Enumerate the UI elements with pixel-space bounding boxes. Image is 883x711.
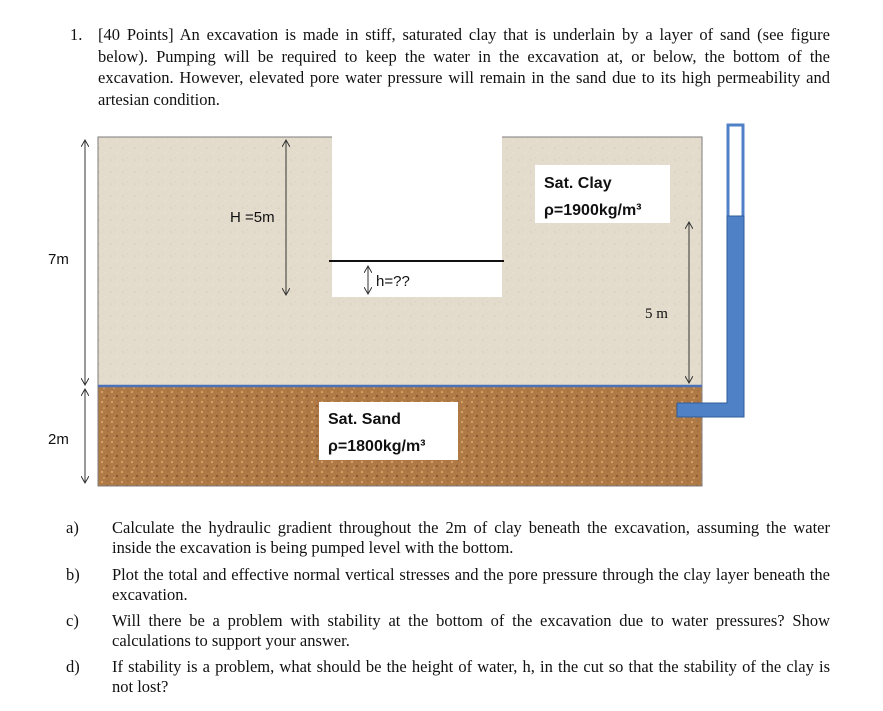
label-5m: 5 m — [645, 306, 668, 322]
question-number: 1. — [70, 25, 83, 44]
subquestion-b-text: Plot the total and effective normal vertical stresses and the pore pressure through the clay layer beneath the excavation. — [112, 565, 830, 604]
subquestion-c-text: Will there be a problem with stability at the bottom of the excavation due to water pressures? Show calculations to support your answer. — [112, 611, 830, 650]
label-7m: 7m — [48, 251, 69, 268]
clay-density: ρ=1900kg/m³ — [544, 202, 642, 219]
excavation-cut — [332, 132, 502, 297]
label-h: h=?? — [376, 273, 410, 290]
question-text: [40 Points] An excavation is made in stiff, saturated clay that is underlain by a layer of sand (see figure below). Pumping will be required to keep the water in the excavation at, or below, the bottom of the excavation. However, elevated pore water pressure will remain in the sand due to its high permeability and artesian condition. — [98, 25, 830, 109]
subquestion-d — [60, 657, 830, 696]
piezometer-water-column — [727, 216, 744, 417]
piezometer-horizontal-pipe — [677, 403, 744, 417]
piezometer-tube-empty — [728, 125, 743, 217]
subquestion-d-text: If stability is a problem, what should be the height of water, h, in the cut so that the stability of the clay is not lost? — [112, 657, 830, 696]
sand-density: ρ=1800kg/m³ — [328, 438, 426, 455]
label-2m: 2m — [48, 431, 69, 448]
subquestion-a-label: a) — [66, 518, 79, 537]
subquestion-b — [60, 565, 830, 604]
subquestion-d-label: d) — [66, 657, 80, 676]
subquestion-a — [60, 518, 830, 557]
sand-name: Sat. Sand — [328, 411, 401, 428]
clay-name: Sat. Clay — [544, 175, 612, 192]
label-H: H =5m — [230, 209, 275, 226]
subquestion-b-label: b) — [66, 565, 80, 584]
subquestion-c — [60, 611, 830, 650]
subquestion-a-text: Calculate the hydraulic gradient throughout the 2m of clay beneath the excavation, assuming the water inside the excavation is being pumped level with the bottom. — [112, 518, 830, 557]
subquestion-c-label: c) — [66, 611, 79, 630]
